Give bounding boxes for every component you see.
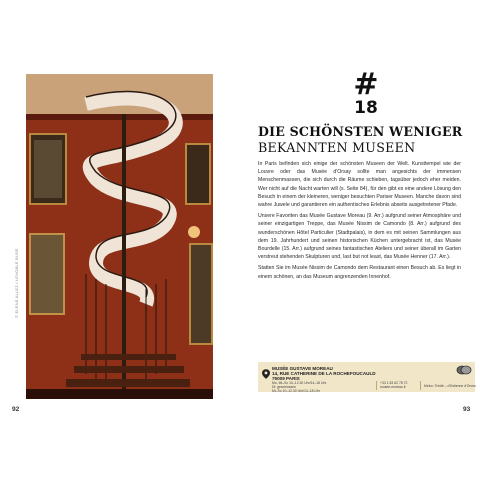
page-number-right: 93	[463, 406, 471, 413]
hours-line: Mi–So 10–12.30 Uhr/14–18 Uhr	[272, 389, 320, 393]
opening-hours	[272, 381, 326, 393]
page-number-left: 92	[12, 406, 20, 413]
metro-info: Metro: Trinité – d'Estienne d'Orves	[424, 384, 476, 388]
staircase-photo	[26, 74, 213, 399]
venue-city: 75009 PARIS	[272, 376, 300, 381]
page-title-line-2: BEKANNTEN MUSEEN	[258, 140, 416, 155]
chapter-number-badge	[348, 67, 384, 118]
venue-name: MUSÉE GUSTAVE MOREAU	[272, 366, 333, 371]
contact-info	[380, 381, 407, 389]
divider	[376, 381, 377, 390]
phone-number: +33 1 83 62 78 72	[380, 381, 408, 385]
venue-address: 14, RUE CATHERINE DE LA ROCHEFOUCAULD	[272, 371, 376, 376]
divider	[420, 381, 421, 390]
tickets-icon	[456, 364, 472, 376]
paragraph: Unsere Favoriten das Musée Gustave Moreau (9. Arr.) aufgrund seiner Atmosphäre und seiner einzigartigen Treppe, das Musée Nissim de Camondo (8. Arr.) aufgrund des wunderschönen Hôtel Particulier (Stadtpalais), in dem es mit seinen Sammlungen aus dem 19. Jahrhundert und seinen historischen Küchen untergebracht ist, das Musée Bourdelle (15. Arr.) aufgrund seines fantastischen Ateliers und seiner überall im Garten verstreut stehenden Skulpturen und, last but not least, das Musée Henner (17. Arr.).	[258, 213, 461, 261]
photo-credit: © ELENE ALLEZ / LENOBLE BUSE	[14, 248, 19, 318]
paragraph: Statten Sie im Musée Nissim de Camondo dem Restaurant einen Besuch ab. Es liegt in einem schönen, an das Museum angrenzenden Innenhof.	[258, 265, 461, 280]
hours-line: Mo, Mi–So 10–12.30 Uhr/14–18 Uhr	[272, 381, 327, 385]
hash-symbol: #	[353, 67, 379, 102]
hours-line: Di: geschlossen	[272, 385, 296, 389]
chapter-number: 18	[354, 98, 378, 118]
paragraph: In Paris befinden sich einige der schönsten Museen der Welt. Kunsttempel wie der Louvre oder das Musée d'Orsay sollte man angesichts der immensen Menschenmassen, die sich durch die Räume schieben, tagsüber jedoch eher meiden. Wer nicht auf die Nacht warten will (s. Seite 84), für den gibt es eine andere Lösung den Besuch in einem der kleineren, weniger besuchten Pariser Museen. Manche davon sind wahre Juwele und garantieren ein authentisches Erlebnis abseits ausgetretener Pfade.	[258, 161, 461, 209]
museum-info-box	[258, 362, 475, 392]
page-title-line-1: DIE SCHÖNSTEN WENIGER	[258, 124, 463, 139]
website: musee-moreau.fr	[380, 385, 406, 389]
map-pin-icon	[262, 369, 270, 379]
body-text	[258, 160, 461, 284]
spiral-staircase-illustration	[26, 74, 213, 399]
